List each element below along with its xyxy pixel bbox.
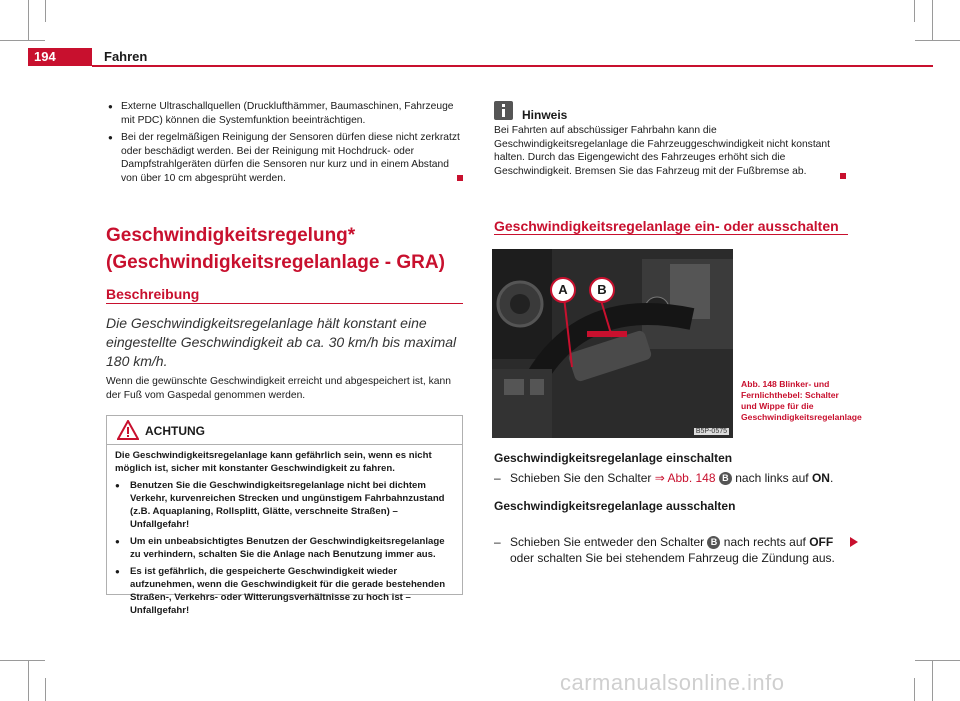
warning-title: ACHTUNG	[145, 424, 205, 438]
warning-item: ● Es ist gefährlich, die gespeicherte Geschwindigkeit wieder aufzunehmen, wenn die Geschwindigkeit für die gerade bestehenden Straßen-, Verkehrs- oder Witterungsverhältnisse zu hoch ist – Unfallgefahr!	[115, 565, 454, 617]
label-a: A	[558, 282, 568, 297]
bullet-list	[108, 100, 464, 189]
warning-header	[107, 416, 462, 445]
off-title: Geschwindigkeitsregelanlage ausschalten	[494, 499, 736, 513]
end-mark-icon	[840, 173, 846, 179]
info-icon	[494, 101, 513, 120]
crop-mark	[932, 0, 933, 40]
page-number: 194	[28, 48, 92, 66]
crop-mark	[915, 660, 960, 661]
dashboard-illustration	[492, 249, 733, 438]
section-title: Geschwindigkeitsregelanlage ein- oder ausschalten	[494, 218, 839, 234]
hint-symbol-icon	[494, 101, 513, 120]
subsection-title: Beschreibung	[106, 286, 200, 302]
lead-text: Die Geschwindigkeitsregelanlage hält konstant eine eingestellte Geschwindigkeit ab ca. 30 km/h bis maximal 180 km/h.	[106, 315, 457, 369]
hint-title: Hinweis	[522, 108, 568, 122]
crop-mark	[914, 0, 915, 22]
crop-mark	[45, 0, 46, 22]
crop-mark	[0, 660, 45, 661]
section-title-line: Geschwindigkeitsregelung*	[106, 225, 356, 246]
on-step	[494, 470, 860, 486]
step-value: OFF	[809, 535, 834, 549]
key-b-badge: B	[719, 472, 732, 485]
figure-reference-link[interactable]: ⇒ Abb. 148	[654, 471, 716, 485]
step-text: .	[829, 471, 834, 485]
warning-triangle-icon	[117, 420, 139, 440]
end-mark-icon	[457, 175, 463, 181]
section-title-line: (Geschwindigkeitsregelanlage - GRA)	[106, 252, 445, 273]
warning-item: ● Um ein unbeabsichtigtes Benutzen der Geschwindigkeitsregelanlage zu verhindern, schalten Sie die Anlage nach Benutzung immer aus.	[115, 535, 454, 561]
warning-box	[106, 415, 463, 616]
steering-wheel-photo	[492, 249, 733, 438]
crop-mark	[28, 0, 29, 40]
section-title	[106, 222, 476, 276]
crop-mark	[914, 678, 915, 701]
figure-caption: Abb. 148 Blinker- und Fernlichthebel: Schalter und Wippe für die Geschwindigkeitsregelanlage	[741, 379, 862, 422]
step-text: Schieben Sie den Schalter	[510, 471, 655, 485]
step-dash: –	[494, 535, 501, 549]
step-dash: –	[494, 471, 501, 485]
step-text: nach links auf	[731, 471, 812, 485]
hint-text: Bei Fahrten auf abschüssiger Fahrbahn kann die Geschwindigkeitsregelanlage die Fahrzeuggeschwindigkeit nicht konstant halten. Durch das Eigengewicht des Fahrzeuges erhöht sich die Geschwindigkeit. Bremsen Sie das Fahrzeug mit der Fußbremse ab.	[494, 125, 830, 177]
watermark: carmanualsonline.info	[560, 670, 785, 695]
header-title: Fahren	[104, 49, 148, 64]
step-text: oder schalten Sie bei stehendem Fahrzeug die Zündung aus.	[510, 551, 835, 565]
warning-body	[107, 445, 462, 617]
section-rule	[494, 234, 848, 235]
on-title: Geschwindigkeitsregelanlage einschalten	[494, 451, 733, 465]
list-item: ● Bei der regelmäßigen Reinigung der Sensoren dürfen diese nicht zerkratzt oder beschädigt werden. Bei der Reinigung mit Hochdruck- oder Dampfstrahlgeräten dürfen die Sensoren nur kurz und in einem Abstand von über 10 cm abgesprüht werden.	[108, 131, 464, 185]
continue-arrow-icon	[850, 537, 858, 547]
label-b-marker	[589, 277, 615, 303]
crop-mark	[0, 40, 45, 41]
crop-mark	[932, 661, 933, 701]
crop-mark	[915, 40, 960, 41]
label-b: B	[597, 282, 607, 297]
subsection-rule	[106, 303, 463, 304]
list-item: ● Externe Ultraschallquellen (Drucklufthämmer, Baumaschinen, Fahrzeuge mit PDC) können die Systemfunktion beeinträchtigen.	[108, 100, 464, 127]
body-paragraph: Wenn die gewünschte Geschwindigkeit erreicht und abgespeichert ist, kann der Fuß vom Gaspedal genommen werden.	[106, 376, 451, 401]
crop-mark	[45, 678, 46, 701]
crop-mark	[28, 661, 29, 701]
step-value: ON	[811, 471, 830, 485]
off-step	[494, 534, 860, 566]
figure-code: B5P-0575	[695, 428, 727, 435]
warning-item: ● Benutzen Sie die Geschwindigkeitsregelanlage nicht bei dichtem Verkehr, kurvenreichen Strecken und ungünstigem Fahrbahnzustand (z.B. Aquaplaning, Rollsplitt, Glätte, verschneite Straßen) – Unfallgefahr!	[115, 479, 454, 531]
label-a-marker	[550, 277, 576, 303]
key-b-badge: B	[707, 536, 720, 549]
step-text: Schieben Sie entweder den Schalter	[510, 535, 708, 549]
warning-intro: Die Geschwindigkeitsregelanlage kann gefährlich sein, wenn es nicht möglich ist, sicher mit konstanter Geschwindigkeit zu fahren.	[115, 450, 432, 474]
step-text: nach rechts auf	[720, 535, 810, 549]
header-rule	[92, 65, 933, 67]
